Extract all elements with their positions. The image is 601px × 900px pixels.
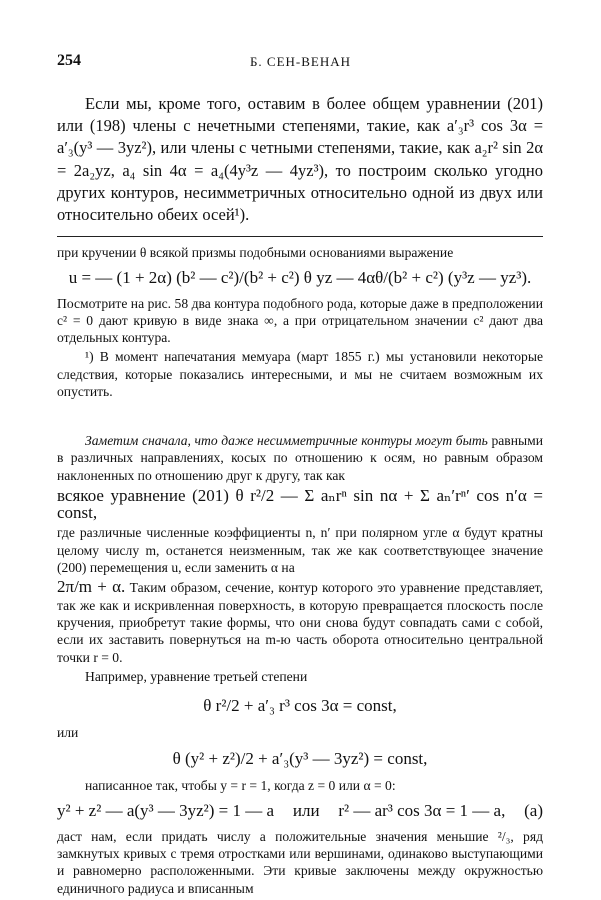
equation-a-row [57, 802, 543, 819]
para4-text: написанное так, чтобы y = r = 1, когда z = 0 или α = 0: [85, 778, 396, 794]
equation-a-tag: (a) [524, 801, 543, 821]
word-ili: или [57, 725, 79, 741]
equation-a-left: y² + z² — a(y³ — 3yz²) = 1 — a [57, 801, 275, 821]
para2-text: где различные численные коэффициенты n, n′ при полярном угле α будут кратны целому числу m, останется неизменным, так же как соответствующее значение (200) перемещения u, если заменить α на [57, 525, 543, 576]
page-header [0, 52, 601, 72]
footnote-divider [57, 236, 543, 237]
equation-cubic-polar: θ r²/2 + a′₃ r³ cos 3α = const, [203, 696, 397, 716]
italic-lead: Заметим сначала, что даже несимметричные контуры могут быть [85, 433, 488, 448]
footnote-continuation: Посмотрите на рис. 58 два контура подобного рода, которые даже в предположении c² = 0 дают кривую в виде знака ∞, а при отрицательном значении c² дают два отдельных контура. [57, 295, 543, 346]
footnote-block [57, 244, 543, 400]
equation-a-right: r² — ar³ cos 3α = 1 — a, [338, 801, 506, 821]
eq201-prefix: всякое уравнение (201) [57, 485, 229, 505]
para5-text: даст нам, если придать числу a положительные значения меньшие ²/₃, ряд замкнутых кривых с тремя отростками или вершинами, одинаково выступающими и равномерно расположенными. Эти кривые заключены между окружностью единичного радиуса и вписанным [57, 828, 543, 896]
running-title: Б. СЕН-ВЕНАН [249, 54, 352, 69]
page-number: 254 [57, 52, 81, 69]
main-paragraph-block [57, 93, 543, 226]
para3-text: Например, уравнение третьей степени [85, 668, 308, 684]
footnote-intro: при кручении θ всякой призмы подобными основаниями выражение [57, 245, 454, 260]
footnote-note: ¹) В момент напечатания мемуара (март 1855 г.) мы установили некоторые следствия, которые показались интересными, и мы не считаем возможным их опустить. [57, 349, 543, 400]
fraction-2pi-m: 2π/m + α. [57, 577, 126, 597]
equation-a-or: или [292, 801, 320, 821]
equation-201: θ r²/2 — Σ aₙrⁿ sin nα + Σ aₙ′rⁿ′ cos n′α = const, [57, 485, 543, 523]
formula-u: u = — (1 + 2α) (b² — c²)/(b² + c²) θ yz — 4αθ/(b² + c²) (y³z — yz³). [68, 268, 532, 288]
para2-continuation: Таким образом, сечение, контур которого это уравнение представляет, так же как и искривленная поверхность, в которую превращается плоскость после кручения, приобретут такие формы, что они снова будут совпадать сами с собой, если их заставить повернуться на m-ю часть оборота относительно центральной точки r = 0. [57, 580, 543, 665]
body-text-block [57, 432, 543, 897]
equation-cubic-cartesian: θ (y² + z²)/2 + a′₃(y³ — 3yz²) = const, [172, 748, 428, 768]
main-paragraph: Если мы, кроме того, оставим в более общем уравнении (201) или (198) члены с нечетными степенями, такие, как a′₃r³ cos 3α = a′₃(y³ — 3yz²), или члены с четными степенями, такие, как a₂r² sin 2α = 2a₂yz, a₄ sin 4α = a₄(4y³z — 4yz³), то построим сколько угодно других контуров, несимметричных относительно одной из двух или относительно обеих осей¹). [57, 94, 543, 225]
para1-text: равными в различных направлениях, косых по отношению к осям, но равным образом наклоненных по отношению друг к другу, так как [57, 433, 543, 483]
